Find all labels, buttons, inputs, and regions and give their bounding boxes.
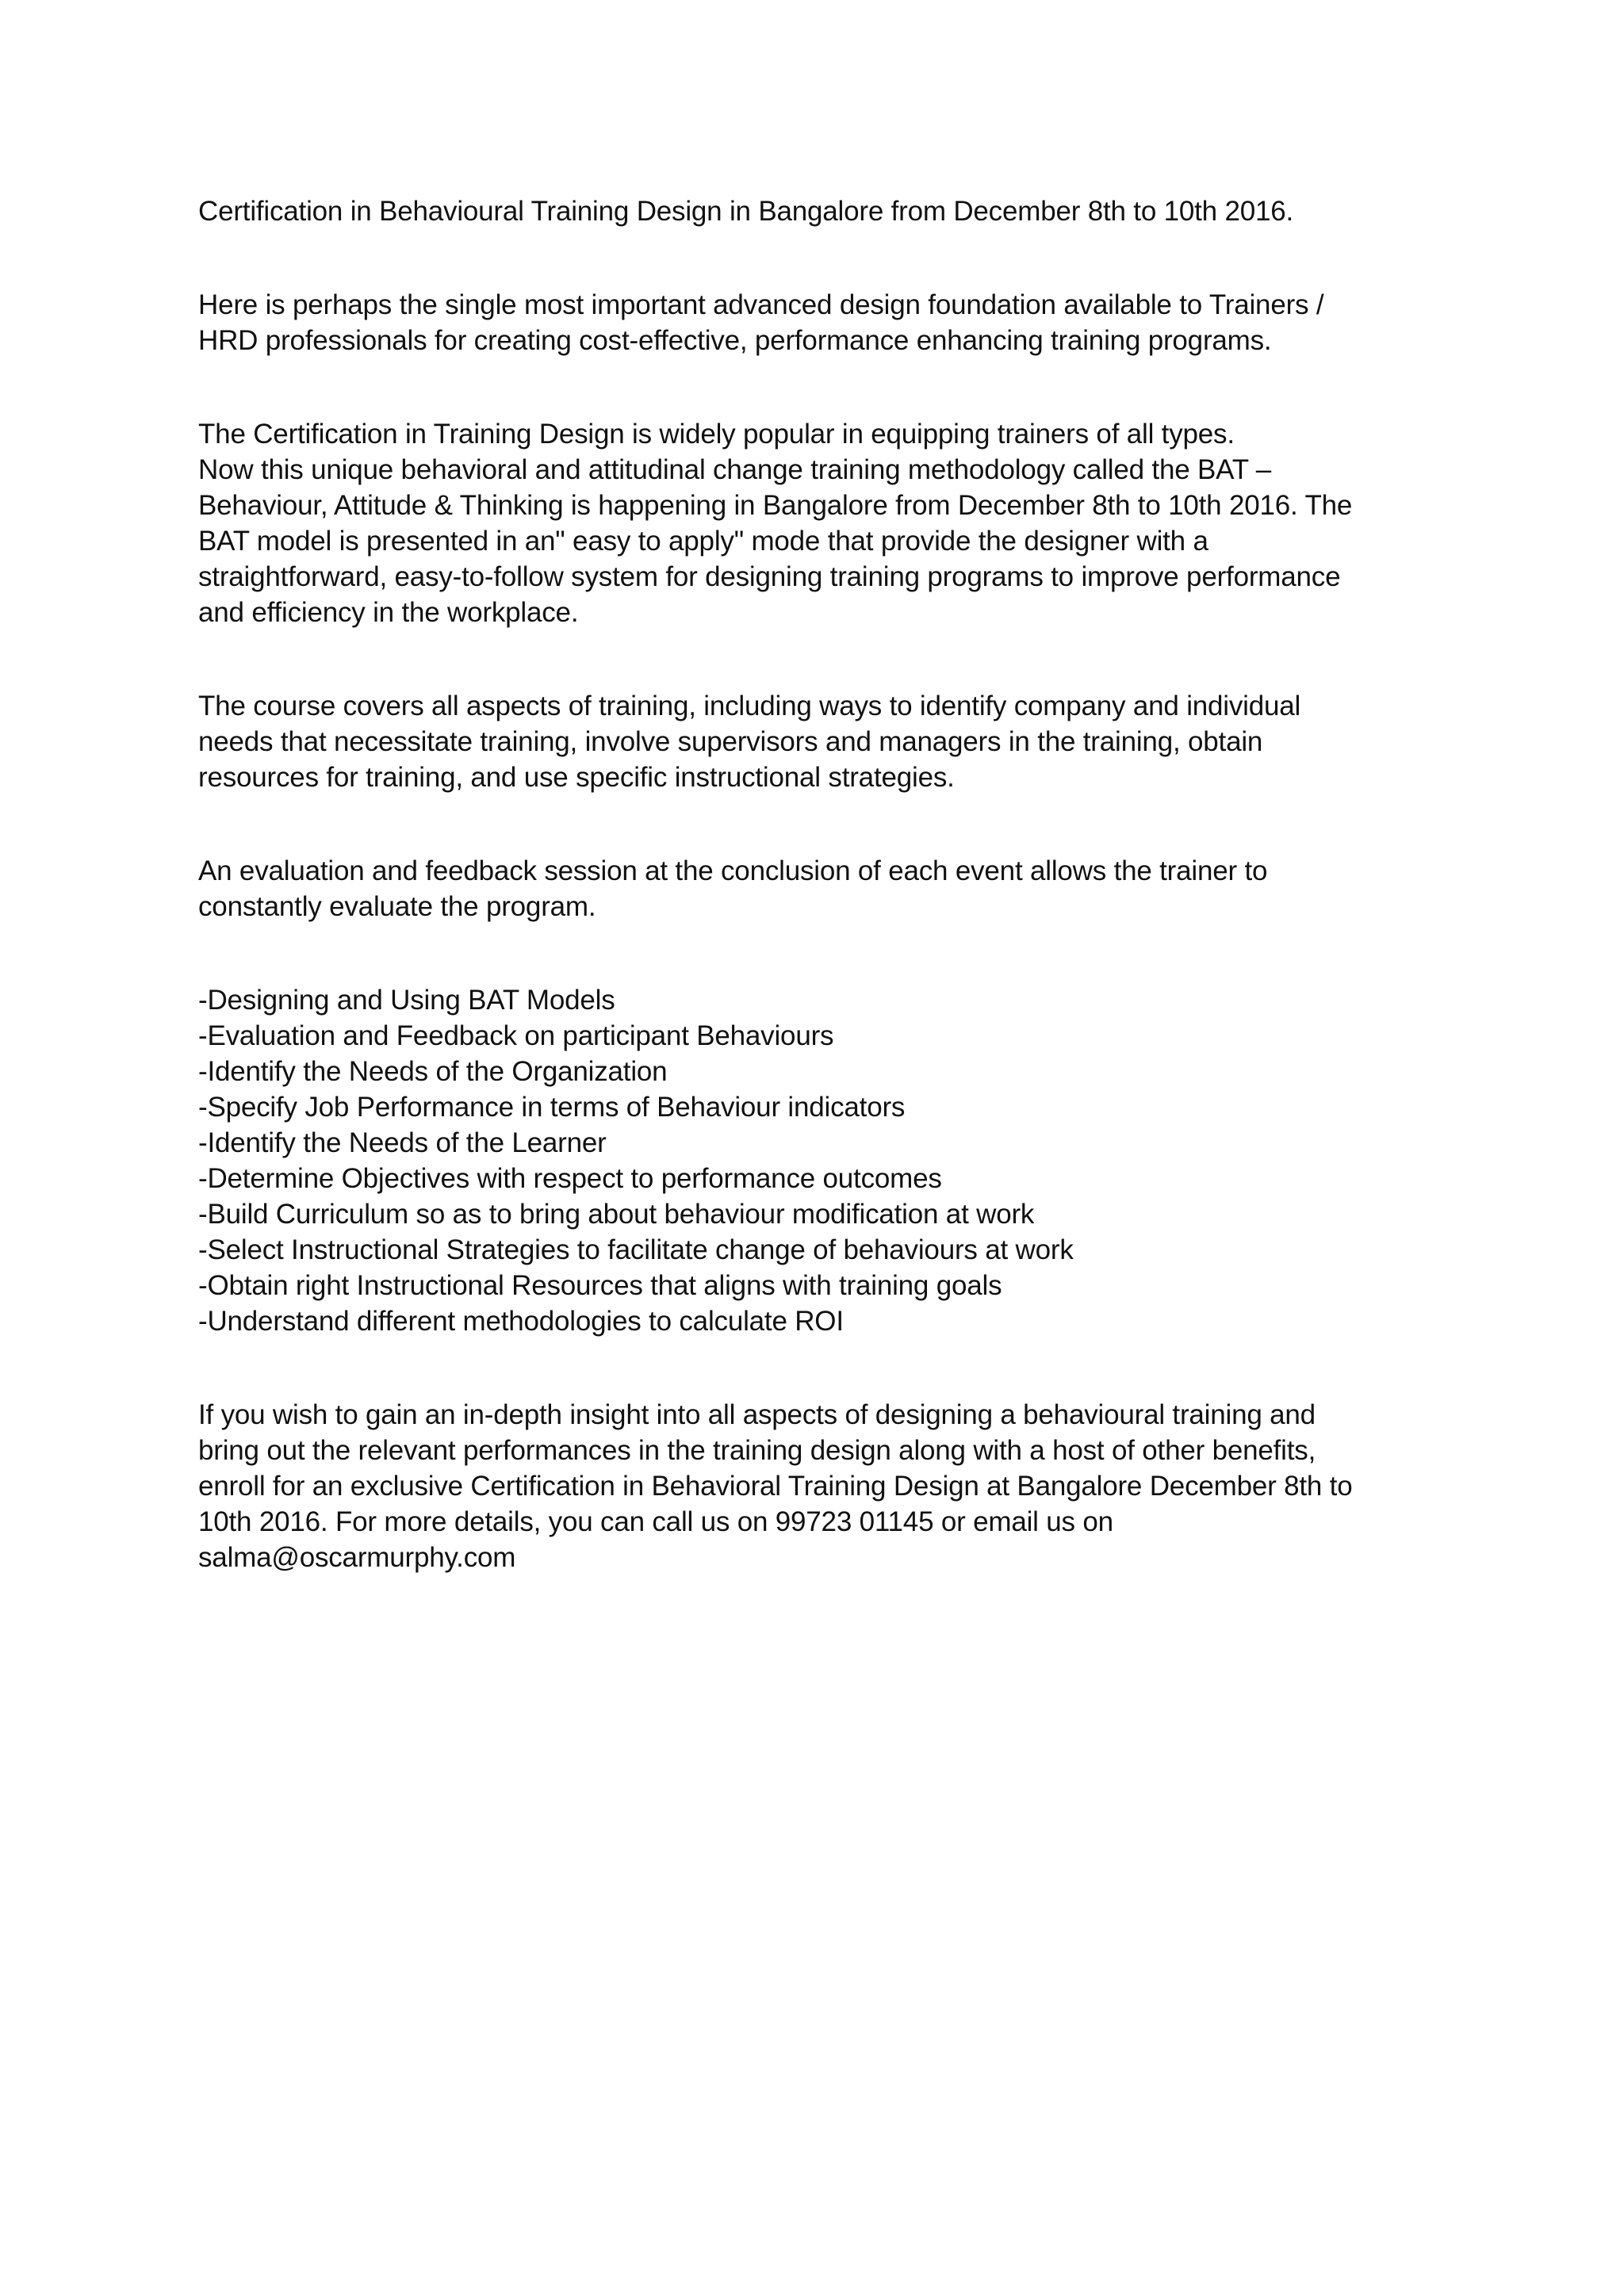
course-paragraph [198,688,1435,795]
topics-list [198,982,1435,1339]
evaluation-line: constantly evaluate the program. [198,891,596,922]
topic-item: -Determine Objectives with respect to performance outcomes [198,1163,942,1194]
intro-paragraph [198,287,1435,358]
about-line: and efficiency in the workplace. [198,597,579,628]
topic-item: -Designing and Using BAT Models [198,985,615,1016]
closing-line: bring out the relevant performances in the training design along with a host of other benefits, [198,1435,1316,1466]
topic-item: -Identify the Needs of the Organization [198,1056,668,1087]
course-line: The course covers all aspects of training, including ways to identify company and individual [198,691,1301,721]
closing-line: enroll for an exclusive Certification in Behavioral Training Design at Bangalore December 8th to [198,1471,1353,1502]
about-line: Behaviour, Attitude & Thinking is happening in Bangalore from December 8th to 10th 2016. The [198,490,1353,521]
contact-email: salma@oscarmurphy.com [198,1542,516,1573]
about-line: The Certification in Training Design is widely popular in equipping trainers of all types. [198,419,1235,450]
heading-paragraph [198,193,1435,229]
evaluation-paragraph [198,853,1435,924]
about-line: straightforward, easy-to-follow system for designing training programs to improve performance [198,561,1341,592]
about-line: Now this unique behavioral and attitudinal change training methodology called the BAT – [198,454,1272,485]
closing-line: 10th 2016. For more details, you can call us on 99723 01145 or email us on [198,1506,1113,1537]
topic-item: -Specify Job Performance in terms of Behaviour indicators [198,1092,906,1123]
topic-item: -Obtain right Instructional Resources that aligns with training goals [198,1270,1002,1301]
intro-line: Here is perhaps the single most important advanced design foundation available to Trainers / [198,289,1324,320]
topic-item: -Build Curriculum so as to bring about behaviour modification at work [198,1199,1035,1230]
topic-item: -Identify the Needs of the Learner [198,1127,607,1158]
course-line: resources for training, and use specific instructional strategies. [198,762,955,793]
closing-paragraph [198,1397,1435,1575]
intro-line: HRD professionals for creating cost-effective, performance enhancing training programs. [198,325,1272,356]
about-paragraph [198,416,1435,630]
topic-item: -Evaluation and Feedback on participant Behaviours [198,1020,834,1051]
about-line: BAT model is presented in an" easy to apply" mode that provide the designer with a [198,526,1208,557]
heading-text: Certification in Behavioural Training Design in Bangalore from December 8th to 10th 2016. [198,196,1294,227]
closing-line: If you wish to gain an in-depth insight into all aspects of designing a behavioural training and [198,1399,1316,1430]
document-page [198,193,1435,1633]
evaluation-line: An evaluation and feedback session at the conclusion of each event allows the trainer to [198,855,1268,886]
topic-item: -Understand different methodologies to calculate ROI [198,1306,844,1337]
topic-item: -Select Instructional Strategies to facilitate change of behaviours at work [198,1234,1074,1265]
course-line: needs that necessitate training, involve supervisors and managers in the training, obtain [198,726,1263,757]
